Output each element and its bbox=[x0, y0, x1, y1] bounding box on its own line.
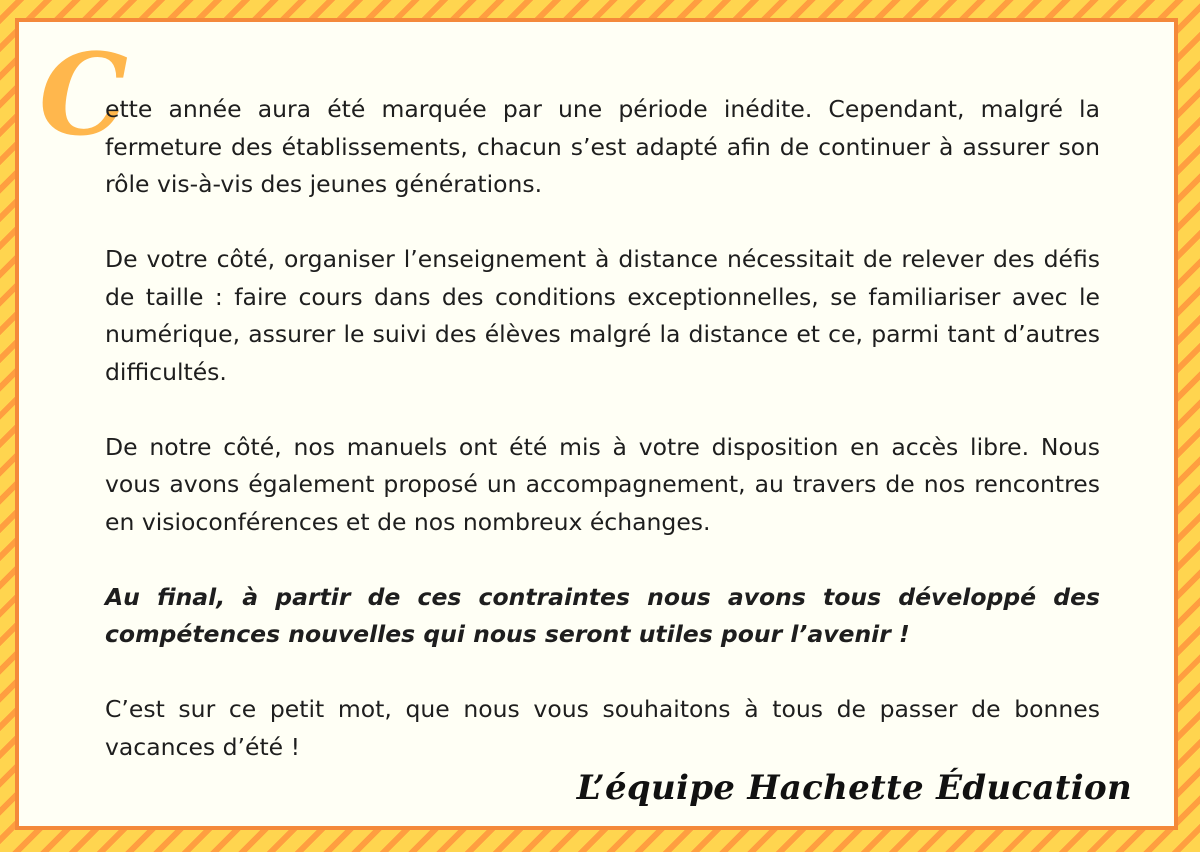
highlight-paragraph: Au final, à partir de ces contraintes nous avons tous développé des compétences nouvelles qui nous seront utiles pour l’avenir ! bbox=[105, 582, 1100, 648]
closing-paragraph: C’est sur ce petit mot, que nous vous souhaitons à tous de passer de bonnes vacances d’été ! bbox=[105, 695, 1100, 761]
paragraph-3: De notre côté, nos manuels ont été mis à votre disposition en accès libre. Nous vous avons également proposé un accompagnement, au travers de nos rencontres en visioconférences et de nos nombreux échanges. bbox=[105, 432, 1100, 536]
paragraph-1: ette année aura été marquée par une période inédite. Cependant, malgré la fermeture des établissements, chacun s’est adapté afin de continuer à assurer son rôle vis-à-vis des jeunes générations. bbox=[105, 95, 1100, 198]
drop-cap: C bbox=[39, 30, 129, 161]
letter-body bbox=[105, 91, 1100, 766]
paragraph-2: De votre côté, organiser l’enseignement à distance nécessitait de relever des défis de taille : faire cours dans des conditions exceptionnelles, se familiariser avec le numérique, assurer le suivi des élèves malgré la distance et ce, parmi tant d’autres difficultés. bbox=[105, 245, 1100, 386]
letter-card bbox=[15, 18, 1178, 830]
signature: L’équipe Hachette Éducation bbox=[576, 768, 1132, 808]
